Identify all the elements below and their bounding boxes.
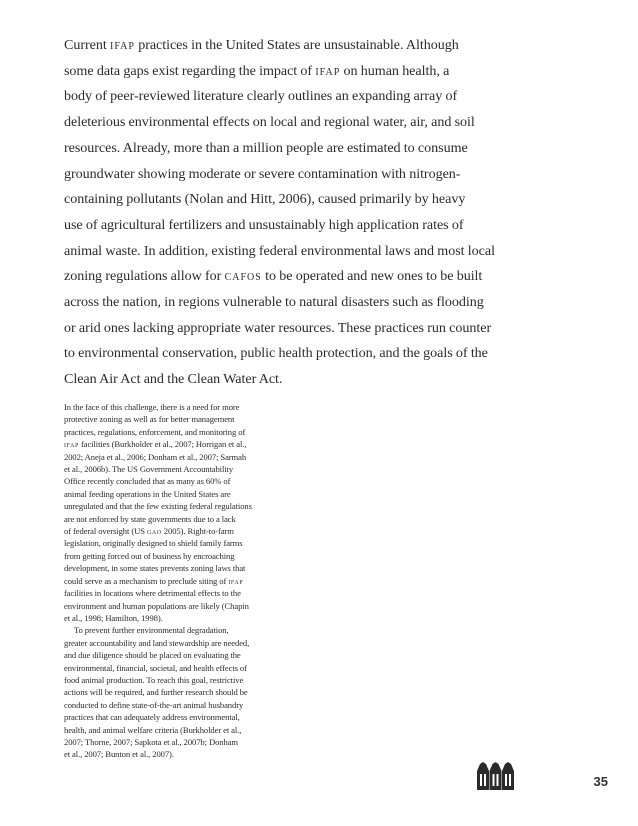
text-run: Office recently concluded that as many as 60% of bbox=[64, 476, 231, 487]
text-run: Current bbox=[64, 37, 110, 53]
text-run: In the face of this challenge, there is a need for more bbox=[64, 402, 240, 412]
acronym: cafos bbox=[224, 268, 262, 285]
lead-line bbox=[64, 316, 492, 342]
body-line bbox=[64, 475, 264, 487]
body-line bbox=[64, 624, 264, 636]
text-run: to be operated and new ones to be built bbox=[261, 268, 483, 285]
text-run: actions will be required, and further research should be bbox=[64, 687, 248, 698]
text-run: and due diligence should be placed on evaluating the bbox=[64, 650, 241, 661]
body-line bbox=[64, 637, 264, 649]
text-run: from getting forced out of business by encroaching bbox=[64, 550, 235, 561]
body-line bbox=[64, 748, 264, 760]
lead-line bbox=[64, 290, 484, 316]
text-run: protective zoning as well as for better management bbox=[64, 414, 235, 425]
text-run: of federal oversight (US bbox=[64, 526, 147, 537]
text-run: to environmental conservation, public health protection, and the goals of the bbox=[64, 345, 488, 362]
acronym: ifap bbox=[109, 37, 135, 53]
lead-line bbox=[64, 110, 474, 136]
text-run: containing pollutants (Nolan and Hitt, 2006), caused primarily by heavy bbox=[64, 191, 466, 208]
acronym: ifap bbox=[228, 575, 244, 586]
lead-line bbox=[64, 84, 474, 110]
text-run: 2007; Thorne, 2007; Sapkota et al., 2007b; Donham bbox=[64, 736, 238, 747]
body-line bbox=[64, 426, 264, 438]
text-run: health, and animal welfare criteria (Burkholder et al., bbox=[64, 724, 242, 735]
text-run: et al., 2007; Bunton et al., 2007). bbox=[64, 749, 174, 760]
text-run: deleterious environmental effects on local and regional water, air, and soil bbox=[64, 114, 475, 131]
text-run: et al., 1998; Hamilton, 1998). bbox=[64, 612, 163, 623]
body-line bbox=[64, 736, 264, 748]
body-line bbox=[64, 451, 264, 463]
body-line bbox=[64, 711, 264, 723]
body-line bbox=[64, 662, 264, 674]
text-run: practices, regulations, enforcement, and monitoring of bbox=[64, 426, 246, 437]
text-run: development, in some states prevents zoning laws that bbox=[64, 563, 246, 574]
text-run: environment and human populations are likely (Chapin bbox=[64, 600, 249, 611]
lead-line bbox=[64, 239, 495, 265]
body-line bbox=[64, 463, 264, 475]
text-run: animal feeding operations in the United States are bbox=[64, 488, 231, 499]
text-run: practices that can adequately address environmental, bbox=[64, 712, 240, 723]
lead-line bbox=[64, 59, 474, 85]
text-run: groundwater showing moderate or severe contamination with nitrogen- bbox=[64, 165, 461, 182]
body-line bbox=[64, 612, 264, 624]
text-run: 2002; Aneja et al., 2006; Donham et al., 2007; Sarmah bbox=[64, 451, 247, 462]
text-run: environmental, financial, societal, and health effects of bbox=[64, 662, 247, 673]
text-run: could serve as a mechanism to preclude siting of bbox=[64, 575, 229, 586]
body-line bbox=[64, 686, 264, 698]
body-line bbox=[64, 575, 264, 587]
lead-paragraph bbox=[64, 33, 495, 393]
body-line bbox=[64, 699, 264, 711]
body-line bbox=[64, 649, 264, 661]
body-line bbox=[64, 500, 264, 512]
body-line bbox=[64, 438, 264, 450]
text-run: facilities (Burkholder et al., 2007; Horrigan et al., bbox=[78, 439, 247, 450]
text-run: are not enforced by state governments due to a lack bbox=[64, 513, 236, 524]
text-run: 2005). Right-to-farm bbox=[161, 526, 234, 537]
body-line bbox=[64, 562, 264, 574]
lead-line bbox=[64, 213, 474, 239]
text-run: et al., 2006b). The US Government Accountability bbox=[64, 464, 234, 475]
text-run: To prevent further environmental degradation, bbox=[74, 625, 229, 636]
text-run: conducted to define state-of-the-art animal husbandry bbox=[64, 699, 244, 710]
body-line bbox=[64, 724, 264, 736]
body-line bbox=[64, 401, 264, 413]
body-line bbox=[64, 513, 264, 525]
body-line bbox=[64, 674, 264, 686]
lead-line bbox=[64, 341, 488, 367]
text-run: or arid ones lacking appropriate water resources. These practices run counter bbox=[64, 319, 492, 336]
lead-line bbox=[64, 187, 474, 213]
body-line bbox=[64, 488, 264, 500]
text-run: Clean Air Act and the Clean Water Act. bbox=[64, 371, 283, 388]
body-line bbox=[64, 537, 264, 549]
body-column bbox=[64, 401, 264, 761]
body-line bbox=[64, 550, 264, 562]
text-run: animal waste. In addition, existing federal environmental laws and most local bbox=[64, 242, 495, 259]
text-run: greater accountability and land stewardship are needed, bbox=[64, 637, 250, 648]
text-run: on human health, a bbox=[340, 62, 450, 79]
body-line bbox=[64, 525, 264, 537]
text-run: facilities in locations where detrimental effects to the bbox=[64, 588, 241, 599]
text-run: use of agricultural fertilizers and unsustainably high application rates of bbox=[64, 216, 464, 233]
body-line bbox=[64, 413, 264, 425]
text-run: practices in the United States are unsustainable. Although bbox=[134, 37, 459, 53]
text-run: some data gaps exist regarding the impact of bbox=[64, 62, 316, 79]
lead-line bbox=[64, 33, 474, 59]
acronym: ifap bbox=[315, 62, 341, 79]
barn-logo-icon bbox=[477, 762, 514, 790]
lead-line bbox=[64, 162, 474, 188]
acronym: gao bbox=[146, 526, 162, 537]
acronym: ifap bbox=[64, 439, 79, 450]
lead-line bbox=[64, 136, 474, 162]
lead-line bbox=[64, 264, 483, 290]
text-run: across the nation, in regions vulnerable to natural disasters such as flooding bbox=[64, 294, 484, 311]
lead-line bbox=[64, 367, 474, 393]
body-line bbox=[64, 587, 264, 599]
text-run: unregulated and that the few existing federal regulations bbox=[64, 501, 252, 512]
text-run: body of peer-reviewed literature clearly outlines an expanding array of bbox=[64, 88, 458, 105]
text-run: zoning regulations allow for bbox=[64, 268, 225, 285]
page-number: 35 bbox=[593, 774, 608, 789]
text-run: resources. Already, more than a million people are estimated to consume bbox=[64, 139, 468, 156]
text-run: legislation, originally designed to shield family farms bbox=[64, 538, 243, 549]
text-run: food animal production. To reach this goal, restrictive bbox=[64, 674, 244, 685]
body-line bbox=[64, 600, 264, 612]
